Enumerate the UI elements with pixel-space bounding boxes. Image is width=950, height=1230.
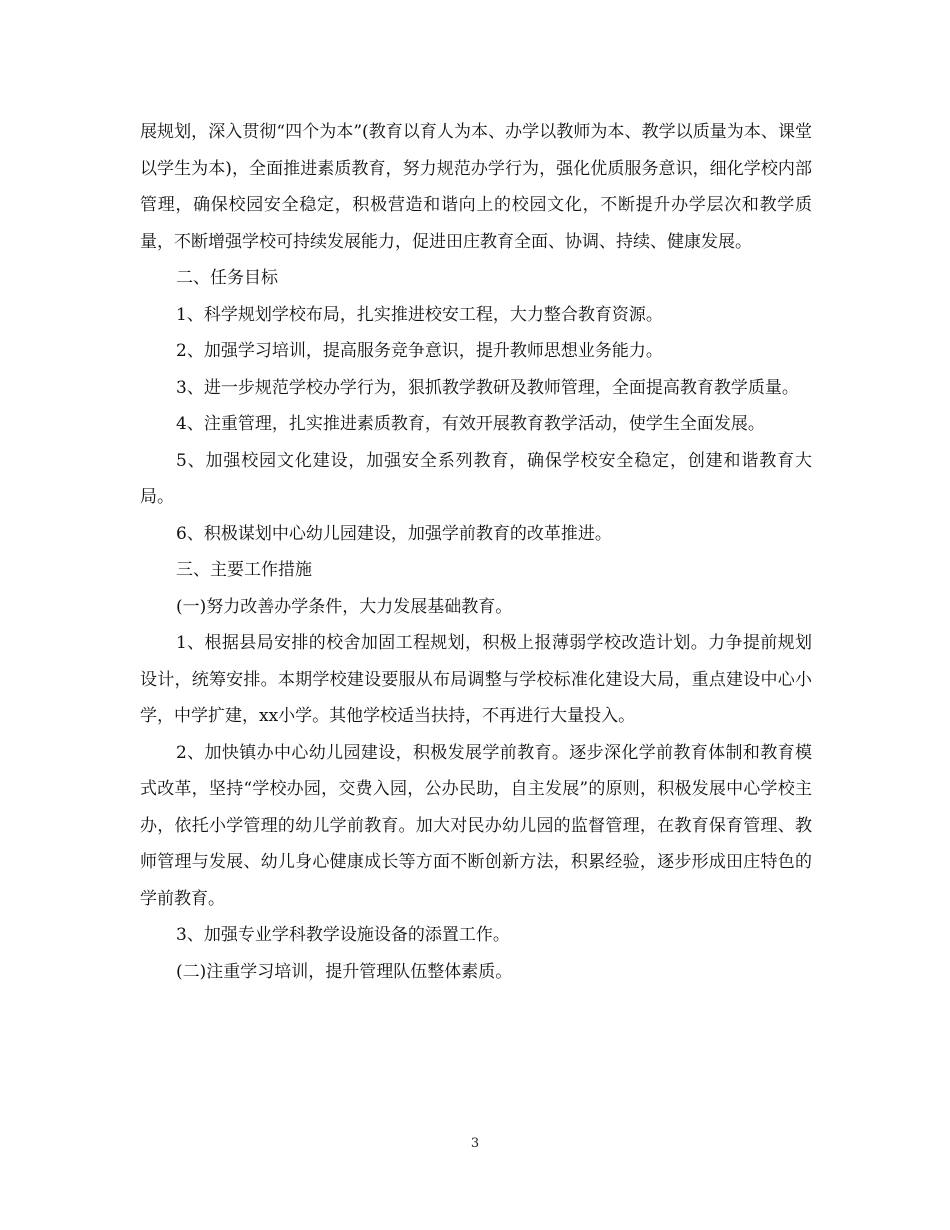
measure-item-1: 1、根据县局安排的校舍加固工程规划，积极上报薄弱学校改造计划。力争提前规划设计，统筹安排。本期学校建设要服从布局调整与学校标准化建设大局，重点建设中心小学，中学扩建，xx小学。其他学校适当扶持，不再进行大量投入。 — [140, 633, 812, 726]
measure-item-3: 3、加强专业学科教学设施设备的添置工作。 — [176, 925, 510, 945]
goal-item-4: 4、注重管理，扎实推进素质教育，有效开展教育教学活动，使学生全面发展。 — [176, 414, 765, 434]
subsection-heading-1: (一)努力改善办学条件，大力发展基础教育。 — [176, 596, 513, 617]
goal-item-6: 6、积极谋划中心幼儿园建设，加强学前教育的改革推进。 — [176, 523, 612, 544]
goal-item-2: 2、加强学习培训，提高服务竞争意识，提升教师思想业务能力。 — [176, 341, 663, 361]
goal-item-3: 3、进一步规范学校办学行为，狠抓教学教研及教师管理，全面提高教育教学质量。 — [176, 377, 799, 398]
paragraph-intro-continuation: 展规划，深入贯彻“四个为本”(教育以育人为本、办学以教师为本、教学以质量为本、课堂以学生为本)，全面推进素质教育，努力规范办学行为，强化优质服务意识，细化学校内部管理，确保校园安全稳定，积极营造和谐向上的校园文化，不断提升办学层次和教学质量，不断增强学校可持续发展能力，促进田庄教育全面、协调、持续、健康发展。 — [140, 122, 812, 252]
section-heading-task-goals: 二、任务目标 — [176, 268, 278, 288]
page-number: 3 — [470, 1136, 480, 1151]
goal-item-1: 1、科学规划学校布局，扎实推进校安工程，大力整合教育资源。 — [176, 304, 663, 325]
subsection-heading-2: (二)注重学习培训，提升管理队伍整体素质。 — [176, 961, 513, 982]
section-heading-main-measures: 三、主要工作措施 — [176, 560, 312, 580]
measure-item-2: 2、加快镇办中心幼儿园建设，积极发展学前教育。逐步深化学前教育体制和教育模式改革，坚持“学校办园，交费入园，公办民助，自主发展”的原则，积极发展中心学校主办，依托小学管理的幼儿学前教育。加大对民办幼儿园的监督管理，在教育保育管理、教师管理与发展、幼儿身心健康成长等方面不断创新方法，积累经验，逐步形成田庄特色的学前教育。 — [140, 742, 812, 909]
document-body — [140, 114, 812, 990]
goal-item-5: 5、加强校园文化建设，加强安全系列教育，确保学校安全稳定，创建和谐教育大局。 — [140, 450, 812, 507]
